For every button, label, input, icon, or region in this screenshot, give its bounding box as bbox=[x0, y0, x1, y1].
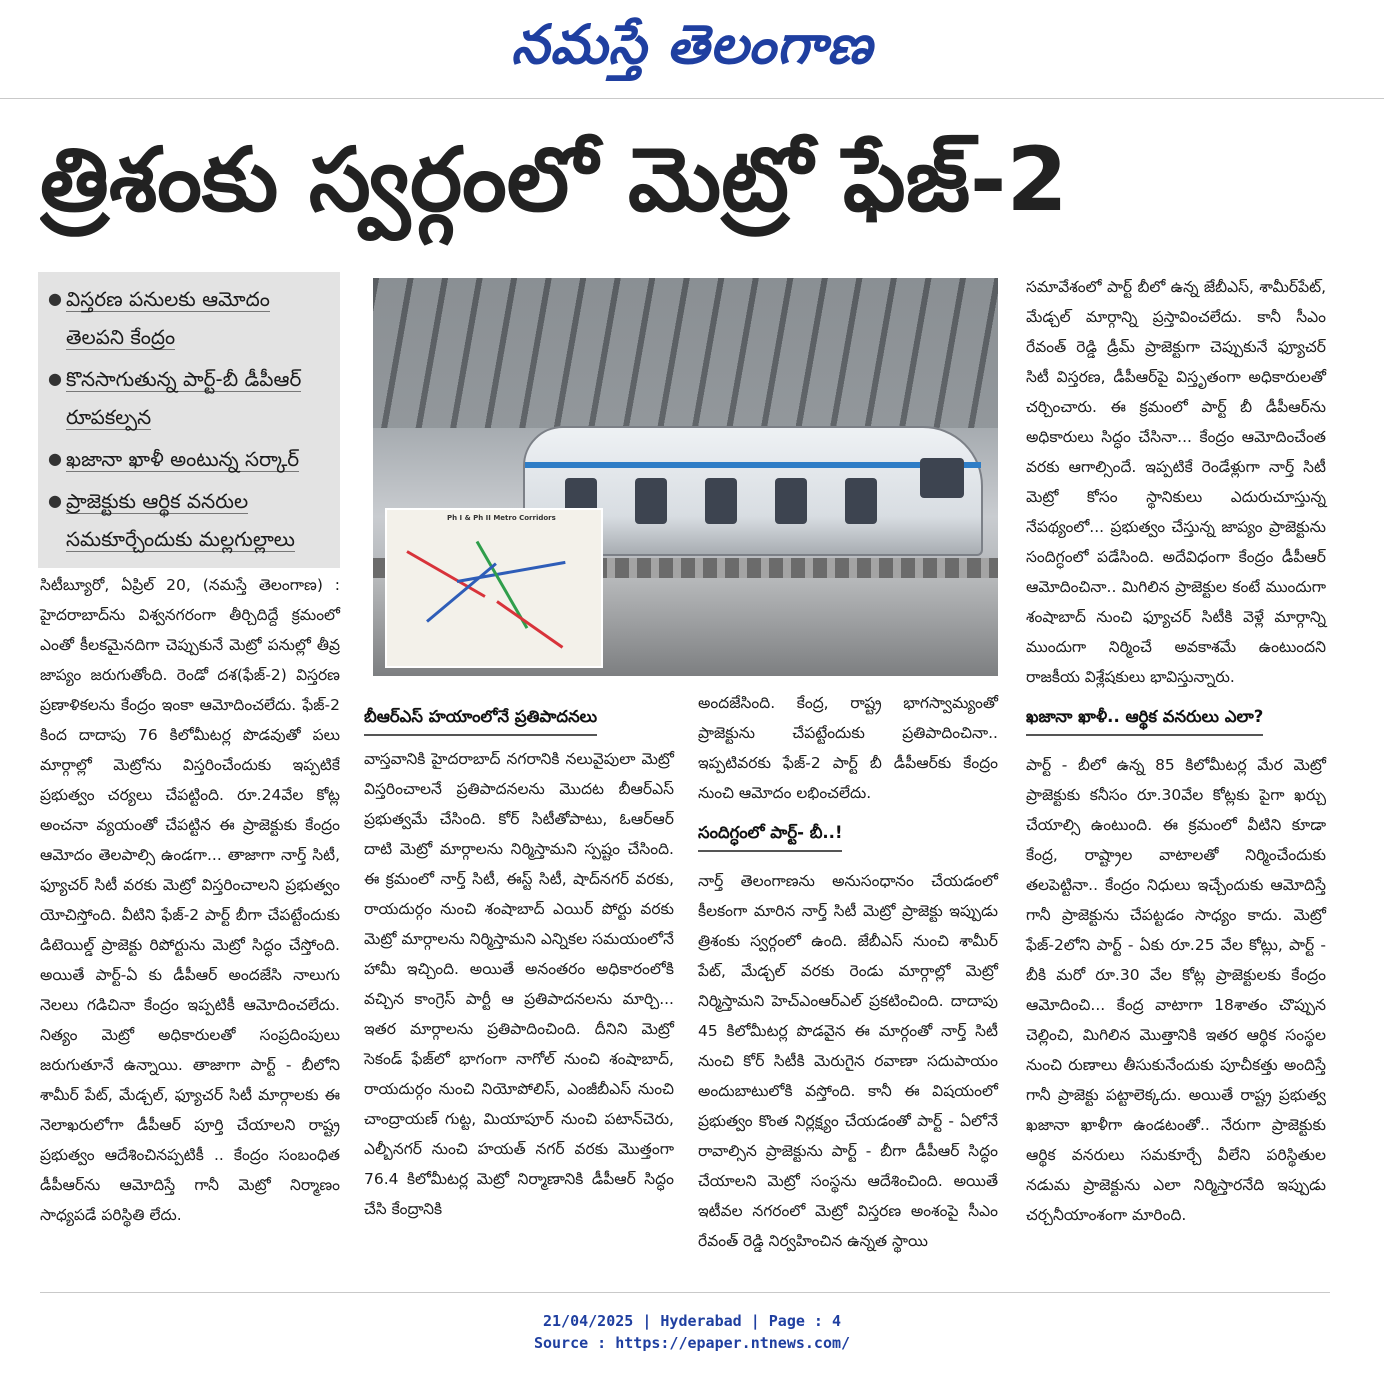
article-column-4 bbox=[1026, 272, 1326, 1272]
bullet-icon: ● bbox=[48, 369, 62, 388]
masthead-logo: నమస్తే తెలంగాణ bbox=[511, 12, 873, 76]
metro-train-photo bbox=[373, 278, 998, 676]
article-text: నార్త్ తెలంగాణను అనుసంధానం చేయడంలో కీలకంగా మారిన నార్త్ సిటీ మెట్రో ప్రాజెక్టు ఇప్పుడు త్రిశంకు స్వర్గంలో ఉంది. జేబీఎస్ నుంచి శామీర్ పేట్, మేడ్చల్ వరకు రెండు మార్గాల్లో మెట్రో నిర్మిస్తామని హెచ్ఎంఆర్ఎల్ ప్రకటించింది. దాదాపు 45 కిలోమీటర్ల పొడవైన ఈ మార్గంతో నార్త్ సిటీ నుంచి కోర్ సిటీకి మెరుగైన రవాణా సదుపాయం అందుబాటులోకి వస్తోంది. కానీ ఈ విషయంలో ప్రభుత్వం కొంత నిర్లక్ష్యం చేయడంతో పార్ట్ - ఏలోనే రావాల్సిన ప్రాజెక్టును పార్ట్ - బీగా డీపీఆర్ సిద్ధం చేయాలని మెట్రో సంస్థను ఆదేశించింది. అయితే ఇటీవల నగరంలో మెట్రో విస్తరణ అంశంపై సీఎం రేవంత్ రెడ్డి నిర్వహించిన ఉన్నత స్థాయి bbox=[698, 872, 998, 1250]
footer-source-line[interactable]: Source : https://epaper.ntnews.com/ bbox=[533, 1334, 851, 1352]
bullet-icon: ● bbox=[48, 449, 62, 468]
highlight-item bbox=[48, 360, 334, 436]
article-column-2 bbox=[364, 700, 674, 1280]
highlight-item bbox=[48, 280, 334, 356]
subheading: బీఆర్ఎస్ హయాంలోనే ప్రతిపాదనలు bbox=[364, 700, 597, 736]
top-divider bbox=[0, 98, 1384, 99]
highlight-text: ప్రాజెక్టుకు ఆర్థిక వనరుల సమకూర్చేందుకు మల్లగుల్లాలు bbox=[66, 489, 295, 551]
article-text: సమావేశంలో పార్ట్ బీలో ఉన్న జేబీఎస్, శామీర్‌పేట్, మేడ్చల్ మార్గాన్ని ప్రస్తావించలేదు. కానీ సీఎం రేవంత్ రెడ్డి డ్రీమ్ ప్రాజెక్టుగా చెప్పుకునే ఫ్యూచర్ సిటీ విస్తరణ, డీపీఆర్‌పై విస్తృతంగా అధికారులతో చర్చించారు. ఈ క్రమంలో పార్ట్ బీ డీపీఆర్‌ను అధికారులు సిద్ధం చేసినా... కేంద్రం ఆమోదించేంత వరకు ఆగాల్సిందే. ఇప్పటికే రెండేళ్లుగా నార్త్ సిటీ మెట్రో కోసం స్థానికులు ఎదురుచూస్తున్న నేపథ్యంలో... ప్రభుత్వం చేస్తున్న జాప్యం ప్రాజెక్టును సందిగ్ధంలో పడేసింది. అదేవిధంగా కేంద్రం డీపీఆర్ ఆమోదించినా.. మిగిలిన ప్రాజెక్టుల కంటే ముందుగా శంషాబాద్ నుంచి ఫ్యూచర్ సిటీకి వెళ్లే మార్గాన్ని ముందుగా నిర్మించే అవకాశమే ఉంటుందని రాజకీయ విశ్లేషకులు భావిస్తున్నారు. bbox=[1026, 278, 1326, 686]
highlight-item bbox=[48, 482, 334, 558]
footer bbox=[0, 1310, 1384, 1354]
article-column-1 bbox=[40, 570, 340, 1270]
footer-date-line: 21/04/2025 | Hyderabad | Page : 4 bbox=[542, 1312, 841, 1330]
station-roof bbox=[373, 278, 998, 428]
headline: త్రిశంకు స్వర్గంలో మెట్రో ఫేజ్-2 bbox=[40, 128, 1068, 231]
bullet-icon: ● bbox=[48, 289, 62, 308]
highlight-text: కొనసాగుతున్న పార్ట్-బీ డీపీఆర్ రూపకల్పన bbox=[66, 367, 302, 429]
subheading: ఖజానా ఖాళీ.. ఆర్థిక వనరులు ఎలా? bbox=[1026, 700, 1263, 736]
highlight-text: ఖజానా ఖాళీ అంటున్న సర్కార్ bbox=[66, 447, 300, 471]
highlights-box bbox=[38, 272, 340, 568]
bullet-icon: ● bbox=[48, 491, 62, 510]
highlight-item bbox=[48, 440, 334, 478]
article-column-3 bbox=[698, 688, 998, 1278]
highlight-text: విస్తరణ పనులకు ఆమోదం తెలపని కేంద్రం bbox=[66, 287, 270, 349]
metro-route-map bbox=[385, 508, 603, 668]
bottom-divider bbox=[40, 1292, 1330, 1293]
masthead bbox=[0, 8, 1384, 80]
article-text: సిటీబ్యూరో, ఏప్రిల్ 20, (నమస్తే తెలంగాణ) : హైదరాబాద్‌ను విశ్వనగరంగా తీర్చిదిద్దే క్రమంలో ఎంతో కీలకమైనదిగా చెప్పుకునే మెట్రో పనుల్లో తీవ్ర జాప్యం జరుగుతోంది. రెండో దశ(ఫేజ్-2) విస్తరణ ప్రణాళికలను కేంద్రం ఇంకా ఆమోదించలేదు. ఫేజ్-2 కింద దాదాపు 76 కిలోమీటర్ల పొడవుతో పలు మార్గాల్లో మెట్రోను విస్తరించేందుకు ఇప్పటికే ప్రభుత్వం చర్యలు చేపట్టింది. రూ.24వేల కోట్ల అంచనా వ్యయంతో చేపట్టిన ఈ ప్రాజెక్టుకు కేంద్రం ఆమోదం తెలపాల్సి ఉండగా... తాజాగా నార్త్ సిటీ, ఫ్యూచర్ సిటీ వరకు మెట్రో విస్తరించాలని ప్రభుత్వం యోచిస్తోంది. వీటిని ఫేజ్-2 పార్ట్ బీగా చేపట్టేందుకు డిటెయిల్డ్ ప్రాజెక్టు రిపోర్టును మెట్రో సిద్ధం చేస్తోంది. అయితే పార్ట్-ఏ కు డీపీఆర్ అందజేసి నాలుగు నెలలు గడిచినా కేంద్రం ఇప్పటికీ ఆమోదించలేదు. నిత్యం మెట్రో అధికారులతో సంప్రదింపులు జరుగుతూనే ఉన్నాయి. తాజాగా పార్ట్ - బీలోని శామీర్ పేట్, మేడ్చల్, ఫ్యూచర్ సిటీ మార్గాలకు ఈ నెలాఖరులోగా డీపీఆర్ పూర్తి చేయాలని రాష్ట్ర ప్రభుత్వం ఆదేశించినప్పటికీ .. కేంద్రం సంబంధిత డీపీఆర్‌ను ఆమోదిస్తే గానీ మెట్రో నిర్మాణం సాధ్యపడే పరిస్థితి లేదు. bbox=[40, 576, 340, 1224]
map-title: Ph I & Ph II Metro Corridors bbox=[447, 514, 556, 522]
article-text: అందజేసింది. కేంద్ర, రాష్ట్ర భాగస్వామ్యంతో ప్రాజెక్టును చేపట్టేందుకు ప్రతిపాదించినా.. ఇప్పటివరకు ఫేజ్-2 పార్ట్ బీ డీపీఆర్‌కు కేంద్రం నుంచి ఆమోదం లభించలేదు. bbox=[698, 694, 998, 802]
subheading: సందిగ్ధంలో పార్ట్- బీ..! bbox=[698, 816, 842, 852]
article-text: పార్ట్ - బీలో ఉన్న 85 కిలోమీటర్ల మేర మెట్రో ప్రాజెక్టుకు కనీసం రూ.30వేల కోట్లకు పైగా ఖర్చు చేయాల్సి ఉంటుంది. ఈ క్రమంలో వీటిని కూడా కేంద్ర, రాష్ట్రాల వాటాలతో నిర్మించేందుకు తలపెట్టినా.. కేంద్రం నిధులు ఇచ్చేందుకు ఆమోదిస్తే గానీ ప్రాజెక్టును చేపట్టడం సాధ్యం కాదు. మెట్రో ఫేజ్-2లోని పార్ట్ - ఏకు రూ.25 వేల కోట్లు, పార్ట్ - బీకి మరో రూ.30 వేల కోట్ల ప్రాజెక్టులకు కేంద్రం ఆమోదించి... కేంద్ర వాటాగా 18శాతం చొప్పున చెల్లించి, మిగిలిన మొత్తానికి ఇతర ఆర్థిక సంస్థల నుంచి రుణాలు తీసుకునేందుకు పూచీకత్తు అందిస్తే గానీ ప్రాజెక్టు పట్టాలెక్కదు. అయితే రాష్ట్ర ప్రభుత్వ ఖజానా ఖాళీగా ఉండటంతో.. నేరుగా ప్రాజెక్టుకు ఆర్థిక వనరులు సమకూర్చే వీలేని పరిస్థితుల నడుమ ప్రాజెక్టును ఎలా నిర్మిస్తారనేది ఇప్పుడు చర్చనీయాంశంగా మారింది. bbox=[1026, 756, 1326, 1224]
article-text: వాస్తవానికి హైదరాబాద్ నగరానికి నలువైపులా మెట్రో విస్తరించాలనే ప్రతిపాదనలను మొదట బీఆర్ఎస్ ప్రభుత్వమే చేసింది. కోర్ సిటీతోపాటు, ఓఆర్ఆర్ దాటి మెట్రో మార్గాలను నిర్మిస్తామని స్పష్టం చేసింది. ఈ క్రమంలో నార్త్ సిటీ, ఈస్ట్ సిటీ, షాద్‌నగర్ వరకు, రాయదుర్గం నుంచి శంషాబాద్ ఎయిర్ పోర్టు వరకు మెట్రో మార్గాలను నిర్మిస్తామని ఎన్నికల సమయంలోనే హామీ ఇచ్చింది. అయితే అనంతరం అధికారంలోకి వచ్చిన కాంగ్రెస్ పార్టీ ఆ ప్రతిపాదనలను మార్చి... ఇతర మార్గాలను ప్రతిపాదించింది. దీనిని మెట్రో సెకండ్ ఫేజ్‌లో భాగంగా నాగోల్ నుంచి శంషాబాద్, రాయదుర్గం నుంచి నియోపోలిస్, ఎంజీబీఎస్ నుంచి చాంద్రాయణ్ గుట్ట, మియాపూర్ నుంచి పటాన్‌చెరు, ఎల్బీనగర్ నుంచి హయత్ నగర్ వరకు మొత్తంగా 76.4 కిలోమీటర్ల మెట్రో నిర్మాణానికి డీపీఆర్ సిద్ధం చేసి కేంద్రానికి bbox=[364, 750, 674, 1218]
